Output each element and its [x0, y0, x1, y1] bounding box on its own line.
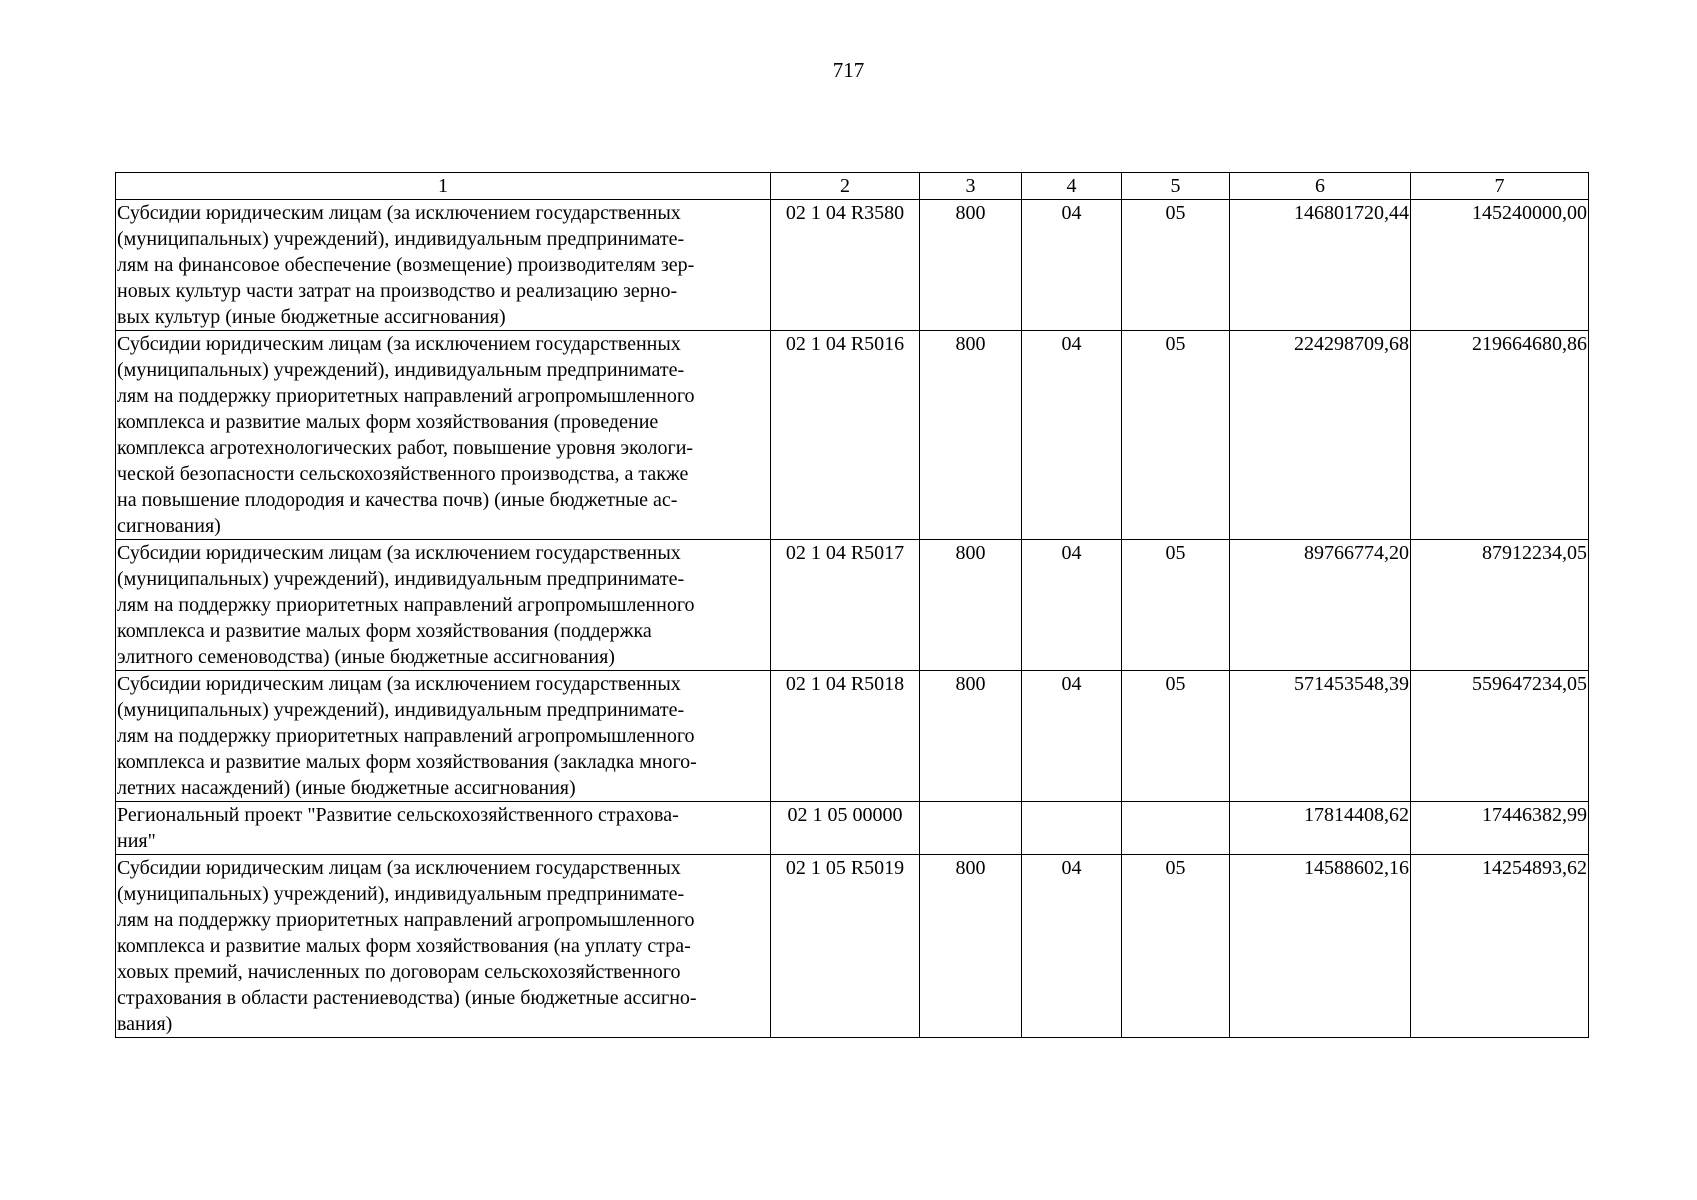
column-header-4: 4 [1022, 173, 1122, 200]
column-header-5: 5 [1122, 173, 1230, 200]
row-expense-type: 800 [920, 331, 1022, 540]
table-row [116, 200, 1589, 331]
row-section: 04 [1022, 671, 1122, 802]
row-description: Региональный проект "Развитие сельскохозяйственного страхова- ния" [116, 802, 771, 855]
column-header-6: 6 [1230, 173, 1411, 200]
row-subsection: 05 [1122, 671, 1230, 802]
row-subsection: 05 [1122, 540, 1230, 671]
row-expense-type [920, 802, 1022, 855]
row-subsection: 05 [1122, 200, 1230, 331]
column-header-1: 1 [116, 173, 771, 200]
row-section: 04 [1022, 331, 1122, 540]
row-description: Субсидии юридическим лицам (за исключением государственных (муниципальных) учреждений), индивидуальным предпринимате- лям на поддержку приоритетных направлений агропромышленного комплекса и развитие малых форм хозяйствования (поддержка элитного семеноводства) (иные бюджетные ассигнования) [116, 540, 771, 671]
row-amount-col7: 14254893,62 [1411, 855, 1589, 1038]
row-description: Субсидии юридическим лицам (за исключением государственных (муниципальных) учреждений), индивидуальным предпринимате- лям на поддержку приоритетных направлений агропромышленного комплекса и развитие малых форм хозяйствования (проведение комплекса агротехнологических работ, повышение уровня экологи- ческой безопасности сельскохозяйственного производства, а также на повышение плодородия и качества почв) (иные бюджетные ас- сигнования) [116, 331, 771, 540]
row-amount-col7: 559647234,05 [1411, 671, 1589, 802]
table-row [116, 855, 1589, 1038]
row-amount-col7: 219664680,86 [1411, 331, 1589, 540]
row-target-code: 02 1 04 R5018 [771, 671, 920, 802]
row-description: Субсидии юридическим лицам (за исключением государственных (муниципальных) учреждений), индивидуальным предпринимате- лям на поддержку приоритетных направлений агропромышленного комплекса и развитие малых форм хозяйствования (закладка много- летних насаждений) (иные бюджетные ассигнования) [116, 671, 771, 802]
row-subsection: 05 [1122, 331, 1230, 540]
row-target-code: 02 1 04 R3580 [771, 200, 920, 331]
row-amount-col6: 146801720,44 [1230, 200, 1411, 331]
row-target-code: 02 1 05 R5019 [771, 855, 920, 1038]
row-subsection: 05 [1122, 855, 1230, 1038]
row-target-code: 02 1 04 R5017 [771, 540, 920, 671]
row-amount-col6: 571453548,39 [1230, 671, 1411, 802]
column-header-7: 7 [1411, 173, 1589, 200]
row-amount-col6: 224298709,68 [1230, 331, 1411, 540]
page-number: 717 [832, 58, 865, 82]
row-subsection [1122, 802, 1230, 855]
row-section: 04 [1022, 540, 1122, 671]
row-section: 04 [1022, 200, 1122, 331]
column-header-2: 2 [771, 173, 920, 200]
table-row [116, 331, 1589, 540]
row-amount-col6: 14588602,16 [1230, 855, 1411, 1038]
row-description: Субсидии юридическим лицам (за исключением государственных (муниципальных) учреждений), индивидуальным предпринимате- лям на финансовое обеспечение (возмещение) производителям зер- новых культур части затрат на производство и реализацию зерно- вых культур (иные бюджетные ассигнования) [116, 200, 771, 331]
table-row [116, 671, 1589, 802]
column-header-3: 3 [920, 173, 1022, 200]
row-expense-type: 800 [920, 671, 1022, 802]
row-expense-type: 800 [920, 540, 1022, 671]
row-amount-col6: 89766774,20 [1230, 540, 1411, 671]
table-row [116, 802, 1589, 855]
row-section [1022, 802, 1122, 855]
row-section: 04 [1022, 855, 1122, 1038]
table-header-row [116, 173, 1589, 200]
row-expense-type: 800 [920, 855, 1022, 1038]
row-target-code: 02 1 04 R5016 [771, 331, 920, 540]
row-expense-type: 800 [920, 200, 1022, 331]
row-amount-col7: 145240000,00 [1411, 200, 1589, 331]
budget-table [115, 172, 1589, 1038]
row-amount-col7: 87912234,05 [1411, 540, 1589, 671]
row-amount-col6: 17814408,62 [1230, 802, 1411, 855]
row-description: Субсидии юридическим лицам (за исключением государственных (муниципальных) учреждений), индивидуальным предпринимате- лям на поддержку приоритетных направлений агропромышленного комплекса и развитие малых форм хозяйствования (на уплату стра- ховых премий, начисленных по договорам сельскохозяйственного страхования в области растениеводства) (иные бюджетные ассигно- вания) [116, 855, 771, 1038]
row-target-code: 02 1 05 00000 [771, 802, 920, 855]
row-amount-col7: 17446382,99 [1411, 802, 1589, 855]
table-row [116, 540, 1589, 671]
